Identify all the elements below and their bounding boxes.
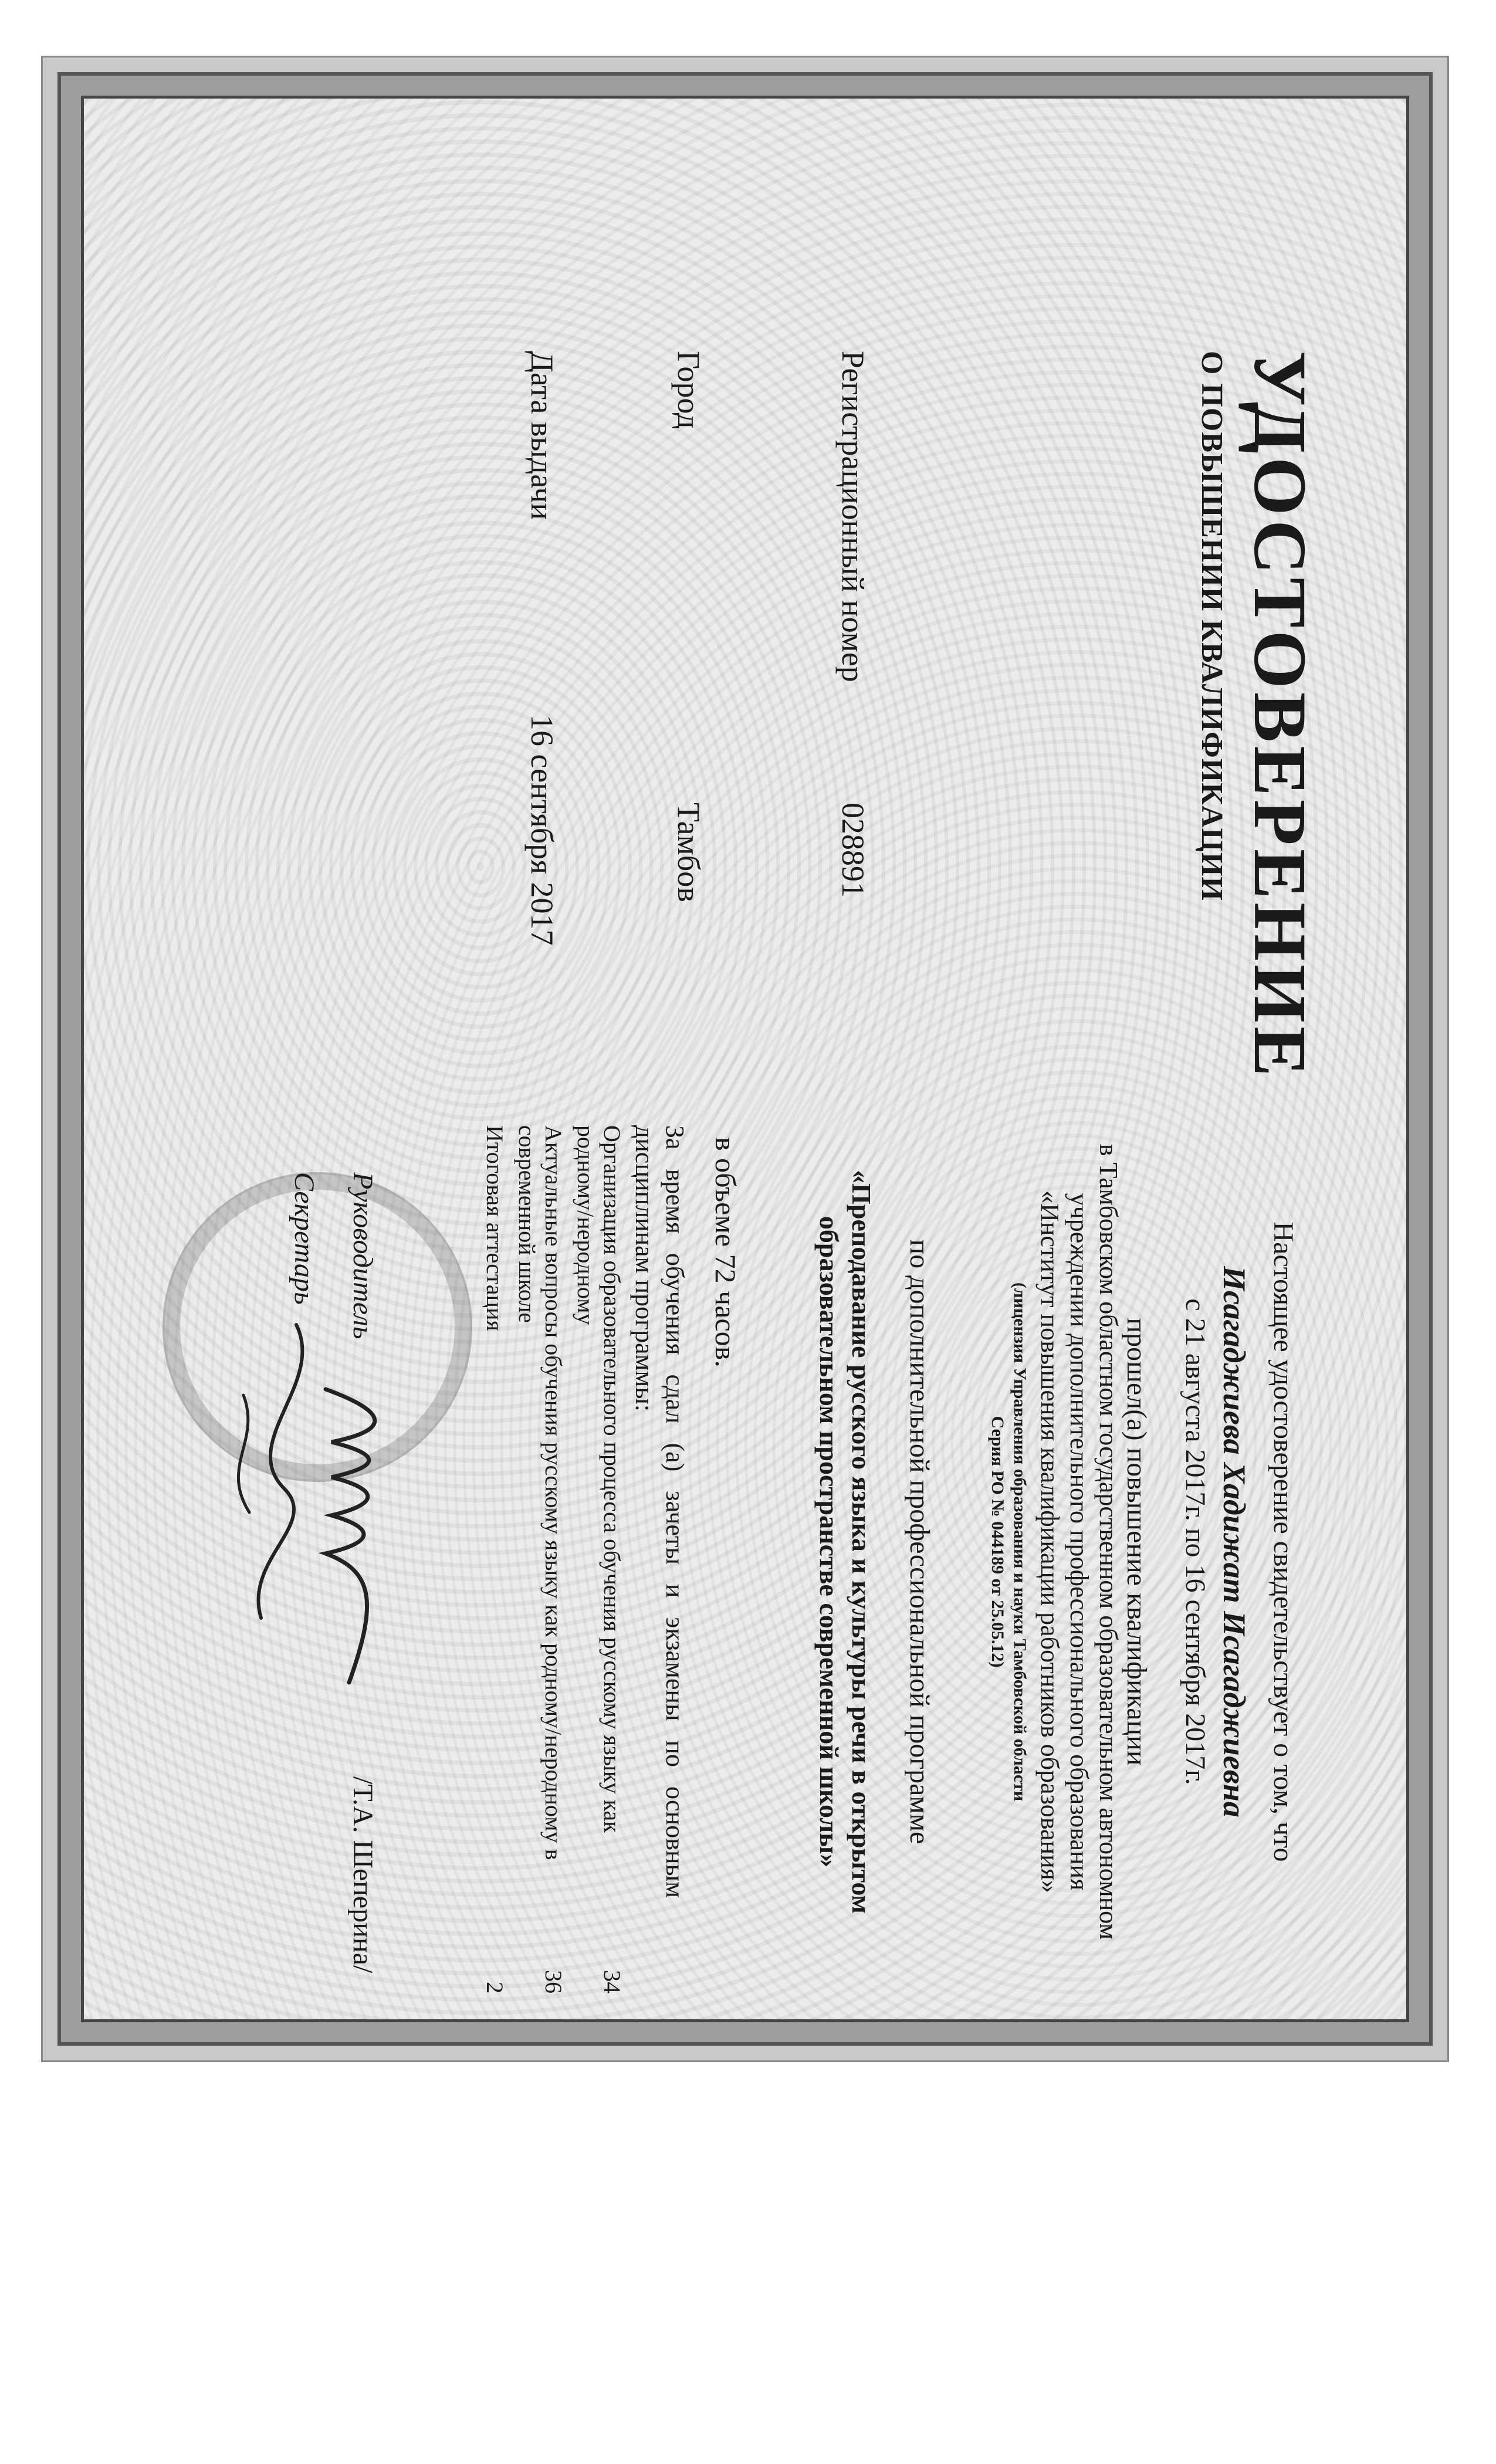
discipline-hours: 2	[482, 1982, 508, 1993]
program-line-2: образовательном пространстве современной школы»	[814, 1216, 844, 1868]
discipline-hours: 34	[599, 1970, 625, 1993]
volume-text: в объеме 72 часов.	[709, 1137, 742, 1368]
right-page	[84, 1102, 1399, 2012]
certificate-title: УДОСТОВЕРЕНИЕ	[1238, 351, 1322, 1080]
city-value: Тамбов	[671, 803, 706, 902]
city-label: Город	[671, 351, 706, 429]
program-line-1: «Преподавание русского языка и культуры речи в открытом	[847, 1170, 876, 1914]
exams-line-1: За время обучения сдал (а) зачеты и экзамены по основным	[661, 1125, 689, 1898]
left-page	[84, 99, 1399, 1096]
discipline-name: Итоговая аттестация	[482, 1125, 508, 1331]
discipline-name: Актуальные вопросы обучения русскому языку как родному/неродному в современной школе	[514, 1125, 567, 1860]
license-line-2: Серия РО № 044189 от 25.05.12)	[988, 1416, 1007, 1668]
discipline-row	[513, 1125, 566, 1993]
outer-frame	[57, 72, 1433, 2046]
reg-number-label: Регистрационный номер	[835, 351, 871, 682]
discipline-row	[481, 1125, 507, 1993]
inner-frame	[81, 96, 1409, 2022]
discipline-row	[572, 1125, 625, 1993]
head-label: Руководитель	[347, 1172, 378, 1339]
institution-line-2: учреждении дополнительного профессионального образования	[1065, 1193, 1094, 1891]
certificate-subtitle: О ПОВЫШЕНИИ КВАЛИФИКАЦИИ	[1195, 351, 1228, 901]
institution-line-1: в Тамбовском областном государственном образовательном автономном	[1094, 1143, 1123, 1940]
secretary-signature	[214, 1313, 331, 1641]
secretary-label: Секретарь	[289, 1172, 320, 1305]
discipline-name: Организация образовательного процесса обучения русскому языку как родному/неродному	[573, 1125, 625, 1833]
license-line-1: (лицензия Управления образования и науки Тамбовской области	[1010, 1282, 1030, 1802]
issue-date-value: 16 сентября 2017	[524, 715, 560, 946]
period-text: с 21 августа 2017г. по 16 сентября 2017г.	[1180, 1298, 1211, 1785]
institution-line-3: «Институт повышения квалификации работников образования»	[1035, 1190, 1064, 1893]
intro-text: Настоящее удостоверение свидетельствует о том, что	[1268, 1221, 1299, 1862]
program-label: по дополнительной профессиональной программе	[904, 1239, 935, 1844]
head-name: /Т.А. Шеперина/	[347, 1776, 378, 1974]
issue-date-label: Дата выдачи	[524, 351, 560, 520]
discipline-hours: 36	[540, 1970, 567, 1993]
exams-line-2: дисциплинам программы:	[630, 1125, 659, 1412]
reg-number-value: 028891	[835, 803, 871, 898]
passed-text: прошел(а) повышение квалификации	[1121, 1318, 1152, 1766]
person-name: Исагаджиева Хадижат Исагаджиевна	[1217, 1266, 1252, 1817]
rotated-content	[84, 99, 1399, 2012]
scanned-certificate	[41, 56, 1449, 2062]
